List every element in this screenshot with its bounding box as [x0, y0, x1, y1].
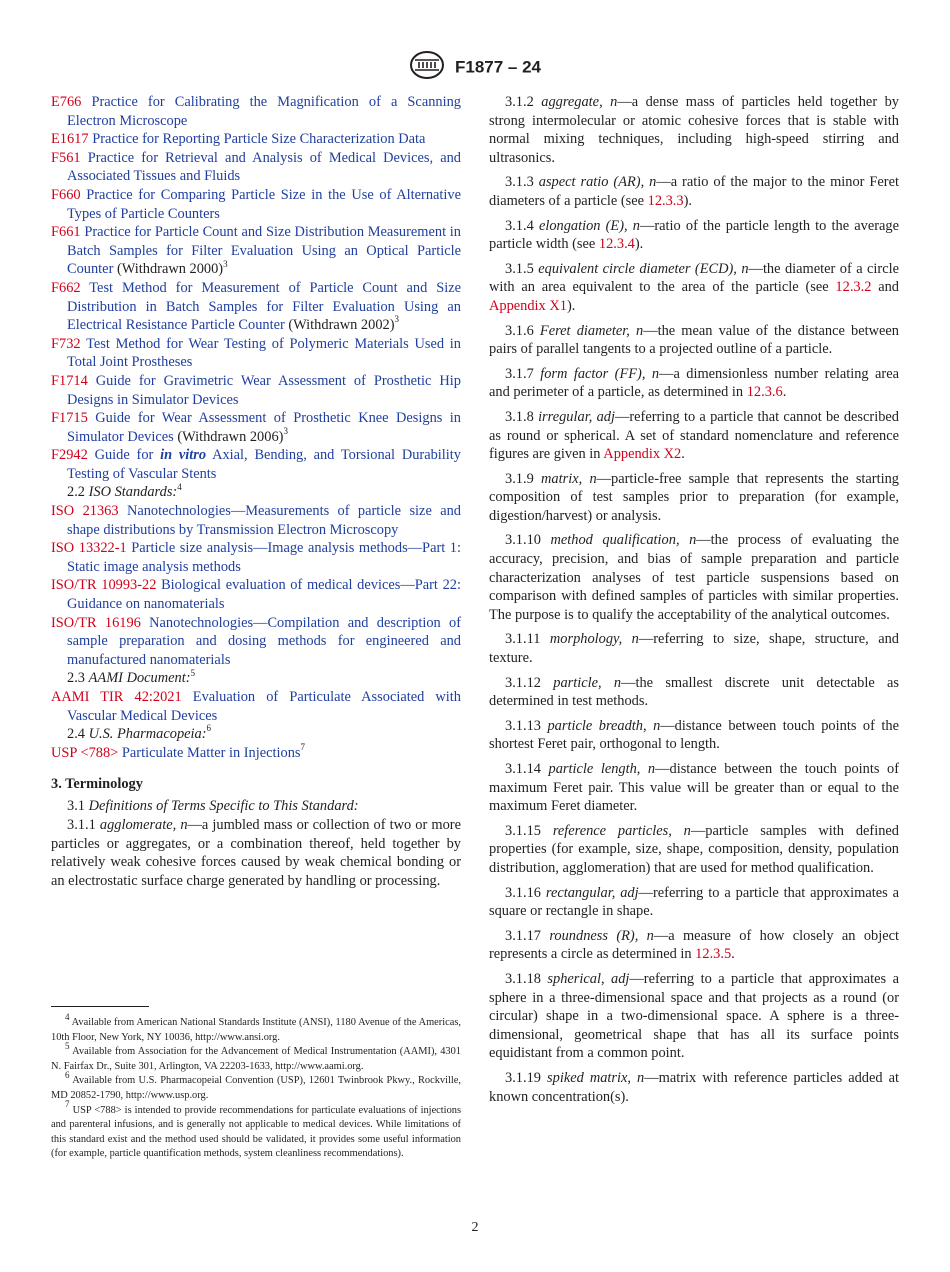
footnote-marker: 3	[283, 425, 288, 436]
definition-text: —referring to a particle that approximates a square or rectangle in shape.	[489, 884, 899, 920]
reference-f1715	[51, 409, 461, 446]
reference-code-link[interactable]: ISO 21363	[51, 503, 119, 520]
definition-3-1-9	[489, 470, 899, 526]
definition-3-1-1	[51, 816, 461, 890]
footnotes	[51, 1011, 461, 1162]
definition-3-1-12	[489, 674, 899, 711]
footnote-7	[51, 1099, 461, 1162]
definition-3-1-4	[489, 217, 899, 254]
reference-iso-tr-10993-22	[51, 576, 461, 613]
definition-term: morphology, n	[549, 631, 639, 648]
reference-f660	[51, 186, 461, 223]
reference-f661	[51, 223, 461, 279]
definition-term: matrix, n	[541, 470, 597, 487]
reference-title-link[interactable]: Practice for Retrieval and Analysis of Medical Devices, and Associated Tissues and Fluids	[67, 149, 461, 185]
astm-logo-icon	[409, 50, 445, 85]
reference-code-link[interactable]: F1714	[51, 372, 88, 389]
definition-text: —referring to size, shape, structure, and texture.	[489, 631, 899, 667]
section-label: AAMI Document:	[88, 670, 191, 687]
reference-title-link[interactable]: Particulate Matter in Injections	[121, 744, 301, 761]
definition-number: 3.1.19	[505, 1069, 541, 1086]
reference-code-link[interactable]: F662	[51, 279, 81, 296]
definition-term: irregular, adj	[538, 408, 615, 425]
reference-iso-tr-16196	[51, 614, 461, 670]
definition-3-1-6	[489, 322, 899, 359]
footnote-marker: 3	[394, 314, 400, 325]
reference-title-link[interactable]: Test Method for Measurement of Particle Count and Size Distribution in Batch Samples for Filter Evaluation Using an Electrical Resistance Particle Counter	[67, 279, 461, 334]
definition-text: —particle-free sample that represents the starting composition of test samples prior to preparation (for example, digestion/harvest) or analysis.	[489, 470, 899, 524]
reference-code-link[interactable]: F732	[51, 335, 81, 352]
reference-iso-13322-1	[51, 539, 461, 576]
footnote-text: USP <788> is intended to provide recommendations for particulate evaluations of injections and parenteral infusions, and is generally not applicable to medical devices. While limitations of this standard exist and the method used should be validated, it provides some useful information (for example, particle quantification methods, system cleanliness recommendations).	[51, 1104, 461, 1160]
reference-f732	[51, 335, 461, 372]
reference-title-link[interactable]: Guide for Wear Assessment of Prosthetic Knee Designs in Simulator Devices	[67, 410, 461, 445]
title-part: Guide for	[94, 447, 161, 464]
footnote-marker: 6	[206, 723, 212, 734]
section-3-heading: 3. Terminology	[51, 776, 143, 793]
definition-term: reference particles, n	[552, 822, 691, 839]
definition-text: —referring to a particle that approximates a sphere in a three-dimensional space and that projects as a round (or circular) shape in a two-dimensional space. A sphere is a three-dimensional, geometrical shape that has all its surface points equidistant from a common point.	[489, 970, 899, 1062]
footnote-marker: 5	[190, 667, 196, 678]
definition-text: —the diameter of a circle with an area equivalent to the area of the particle (see	[489, 260, 899, 296]
section-2-3-heading	[67, 669, 461, 688]
definition-3-1-7	[489, 365, 899, 402]
reference-iso-21363	[51, 502, 461, 539]
definition-term: method qualification, n	[550, 532, 697, 549]
definition-number: 3.1.4	[505, 217, 534, 234]
cross-reference-link[interactable]: Appendix X2	[603, 446, 682, 463]
page-header	[0, 50, 950, 85]
section-2-2-heading	[67, 483, 461, 502]
reference-code-link[interactable]: ISO 13322-1	[51, 540, 127, 557]
definition-text: .	[731, 946, 735, 963]
definition-number: 3.1.2	[505, 94, 534, 110]
footnote-marker: 3	[223, 258, 228, 269]
definition-number: 3.1.5	[505, 260, 534, 277]
definition-text: ).	[566, 297, 576, 314]
section-label: U.S. Pharmacopeia:	[88, 726, 207, 743]
definition-text: —the mean value of the distance between pairs of parallel tangents to a projected outline of a particle.	[489, 322, 899, 358]
reference-usp-788	[51, 741, 461, 763]
definition-3-1-2	[489, 93, 899, 167]
footnote-number: 7	[65, 1099, 70, 1110]
definition-number: 3.1.16	[505, 884, 541, 901]
definition-text: —particle samples with defined properties (for example, size, shape, composition, density, population distribution, agglomeration) that are used for method qualification.	[489, 822, 899, 876]
definition-text: ).	[634, 236, 644, 253]
section-3-1-heading	[51, 797, 461, 816]
definition-number: 3.1.14	[505, 761, 541, 777]
definition-term: spherical, adj	[547, 970, 630, 987]
reference-title-link[interactable]: Practice for Reporting Particle Size Characterization Data	[92, 131, 426, 148]
definition-number: 3.1.9	[505, 470, 534, 487]
reference-title-link[interactable]: Biological evaluation of medical devices—Part 22: Guidance on nanomaterials	[67, 577, 461, 613]
definition-3-1-3	[489, 173, 899, 210]
definition-number: 3.1.18	[505, 970, 541, 987]
definition-term: elongation (E), n	[538, 217, 640, 234]
reference-title-link[interactable]: Practice for Comparing Particle Size in the Use of Alternative Types of Particle Counters	[67, 186, 461, 222]
definition-number: 3.1.7	[505, 365, 534, 382]
section-2-4-heading	[67, 725, 461, 744]
definition-number: 3.1.6	[505, 322, 534, 339]
definition-text: —a jumbled mass or collection of two or more particles or aggregates, or a combination thereof, held together by relatively weak cohesive forces caused by weak chemical bonding or an electrostatic surface charge generated by handling or processing.	[51, 816, 461, 889]
definition-text: —distance between the touch points of maximum Feret pair. This value will be greater than or equal to the maximum Feret diameter.	[489, 761, 899, 815]
footnote-text: Available from American National Standards Institute (ANSI), 1180 Avenue of the Americas, 10th Floor, New York, NY 10036, http://www.ansi.org.	[51, 1017, 461, 1043]
section-number: 2.2	[67, 484, 85, 501]
definition-term: agglomerate, n	[99, 816, 188, 833]
reference-title-link[interactable]: Practice for Particle Count and Size Distribution Measurement in Batch Samples for Filter Evaluation Using an Optical Particle Counter	[67, 224, 461, 278]
definition-text: .	[782, 384, 787, 401]
reference-f2942	[51, 446, 461, 483]
reference-e766	[51, 93, 461, 130]
reference-f662	[51, 279, 461, 335]
definition-3-1-17	[489, 927, 899, 964]
definition-number: 3.1.11	[505, 631, 541, 648]
footnote-4	[51, 1011, 461, 1045]
cross-reference-link[interactable]: 12.3.6	[746, 384, 783, 401]
footnote-divider	[51, 1006, 149, 1007]
definition-text: —the smallest discrete unit detectable as determined in test methods.	[489, 674, 899, 710]
reference-code-link[interactable]: E766	[51, 94, 82, 110]
reference-title-link[interactable]: Guide for Gravimetric Wear Assessment of Prosthetic Hip Designs in Simulator Devices	[67, 372, 461, 408]
withdrawn-note: (Withdrawn 2002)	[284, 317, 395, 334]
definition-number: 3.1.12	[505, 674, 541, 691]
footnote-marker: 4	[177, 481, 182, 492]
reference-aami-tir-42	[51, 688, 461, 725]
definition-3-1-19	[489, 1069, 899, 1106]
reference-code-link[interactable]: ISO/TR 16196	[51, 614, 141, 631]
definition-3-1-13	[489, 717, 899, 754]
definition-text: ).	[683, 192, 692, 209]
footnote-number: 6	[65, 1069, 70, 1080]
footnote-marker: 7	[300, 741, 306, 752]
definition-3-1-8	[489, 408, 899, 464]
document-id: F1877 – 24	[454, 57, 541, 77]
withdrawn-note: (Withdrawn 2000)	[113, 261, 224, 278]
definition-text: —referring to a particle that cannot be described as round or spherical. A set of standard nomenclature and reference figures are given in	[489, 408, 899, 463]
reference-code-link[interactable]: F1715	[51, 410, 88, 427]
reference-title-link[interactable]: Test Method for Wear Testing of Polymeric Materials Used in Total Joint Prostheses	[67, 335, 461, 371]
reference-e1617	[51, 130, 461, 149]
definition-term: equivalent circle diameter (ECD), n	[538, 260, 749, 277]
definition-number: 3.1.8	[505, 408, 534, 425]
definition-text: —ratio of the particle length to the average particle width (see	[489, 217, 899, 253]
left-column	[51, 93, 461, 890]
reference-code-link[interactable]: F660	[51, 186, 81, 203]
footnote-text: Available from Association for the Advancement of Medical Instrumentation (AAMI), 4301 N. Fairfax Dr., Suite 301, Arlington, VA 22203-1633, http://www.aami.org.	[51, 1046, 461, 1072]
section-label: ISO Standards:	[88, 484, 178, 501]
definition-term: rectangular, adj	[545, 884, 639, 901]
footnote-number: 5	[65, 1040, 70, 1051]
definition-term: particle length, n	[548, 761, 656, 777]
definition-number: 3.1.15	[505, 822, 541, 839]
reference-code-link[interactable]: USP <788>	[51, 744, 119, 761]
footnote-number: 4	[65, 1011, 70, 1022]
right-column	[489, 93, 899, 1112]
footnote-6	[51, 1069, 461, 1103]
definition-term: form factor (FF), n	[540, 365, 660, 382]
reference-code-link[interactable]: F561	[51, 149, 81, 166]
reference-title-link[interactable]	[67, 447, 461, 482]
definition-number: 3.1.1	[67, 816, 96, 833]
definition-term: spiked matrix, n	[547, 1069, 645, 1086]
cross-reference-link[interactable]: Appendix X1	[489, 297, 567, 314]
section-label: Definitions of Terms Specific to This Standard:	[88, 798, 359, 815]
definition-3-1-16	[489, 884, 899, 921]
definition-text: .	[681, 446, 685, 463]
definition-text: —matrix with reference particles added at known concentration(s).	[489, 1069, 899, 1105]
reference-title-link[interactable]: Nanotechnologies—Compilation and description of sample preparation and dosing methods for engineered and manufactured nanomaterials	[67, 614, 461, 668]
definition-text: —the process of evaluating the accuracy, precision, and bias of sample preparation and particle characterization analyses of test particle suspensions based on comparison with defined samples of particles with similar properties. The purpose is to qualify the acceptability of the analytical outcomes.	[489, 532, 899, 623]
definition-term: aspect ratio (AR), n	[538, 174, 657, 191]
cross-reference-link[interactable]: 12.3.3	[647, 192, 684, 209]
section-number: 3.1	[67, 798, 85, 815]
footnote-5	[51, 1040, 461, 1074]
reference-code-link[interactable]: E1617	[51, 131, 89, 148]
definition-term: particle, n	[553, 674, 622, 691]
reference-code-link[interactable]: F661	[51, 224, 81, 241]
page-number: 2	[471, 1220, 479, 1235]
definition-term: particle breadth, n	[547, 717, 661, 734]
reference-f1714	[51, 372, 461, 409]
reference-code-link[interactable]: ISO/TR 10993-22	[51, 577, 157, 594]
definition-3-1-10	[489, 531, 899, 624]
reference-title-link[interactable]: Particle size analysis—Image analysis methods—Part 1: Static image analysis methods	[67, 540, 461, 575]
reference-code-link[interactable]: AAMI TIR 42:2021	[51, 689, 182, 705]
definition-text: —a ratio of the major to the minor Feret diameters of a particle (see	[489, 174, 899, 209]
reference-title-link[interactable]: Practice for Calibrating the Magnification of a Scanning Electron Microscope	[67, 94, 461, 129]
definition-3-1-15	[489, 822, 899, 878]
cross-reference-link[interactable]: 12.3.5	[695, 946, 732, 963]
definition-number: 3.1.17	[505, 927, 541, 944]
reference-title-link[interactable]: Nanotechnologies—Measurements of particle size and shape distributions by Transmission Electron Microscopy	[67, 503, 461, 538]
section-number: 2.3	[67, 670, 85, 687]
definition-text: and	[871, 279, 899, 296]
footnote-text: Available from U.S. Pharmacopeial Convention (USP), 12601 Twinbrook Pkwy., Rockville, MD 20852-1790, http://www.usp.org.	[51, 1075, 461, 1101]
definition-term: Feret diameter, n	[539, 322, 644, 339]
definition-number: 3.1.10	[505, 532, 541, 549]
title-emphasis: in vitro	[160, 447, 207, 464]
definition-term: roundness (R), n	[549, 927, 654, 944]
definition-text: —a dense mass of particles held together by strong intermolecular or atomic cohesive forces that is stable with normal mixing techniques, including high-speed stirring and ultrasonics.	[489, 94, 899, 166]
definition-3-1-14	[489, 760, 899, 816]
definition-3-1-18	[489, 970, 899, 1063]
definition-number: 3.1.13	[505, 717, 541, 734]
definition-text: —a dimensionless number relating area and perimeter of a particle, as determined in	[489, 365, 899, 401]
definition-3-1-5	[489, 260, 899, 316]
cross-reference-link[interactable]: 12.3.2	[835, 279, 872, 296]
cross-reference-link[interactable]: 12.3.4	[598, 236, 635, 253]
withdrawn-note: (Withdrawn 2006)	[173, 428, 284, 445]
definition-3-1-11	[489, 630, 899, 667]
definition-term: aggregate, n	[541, 94, 618, 110]
definition-text: —a measure of how closely an object represents a circle as determined in	[489, 927, 899, 963]
definition-text: —distance between touch points of the shortest Feret pair, orthogonal to length.	[489, 717, 899, 753]
reference-title-link[interactable]: Evaluation of Particulate Associated with Vascular Medical Devices	[67, 689, 461, 724]
reference-f561	[51, 149, 461, 186]
reference-code-link[interactable]: F2942	[51, 447, 88, 464]
definition-number: 3.1.3	[505, 174, 534, 191]
section-number: 2.4	[67, 726, 85, 743]
title-part: Axial, Bending, and Torsional Durability Testing of Vascular Stents	[67, 447, 461, 482]
